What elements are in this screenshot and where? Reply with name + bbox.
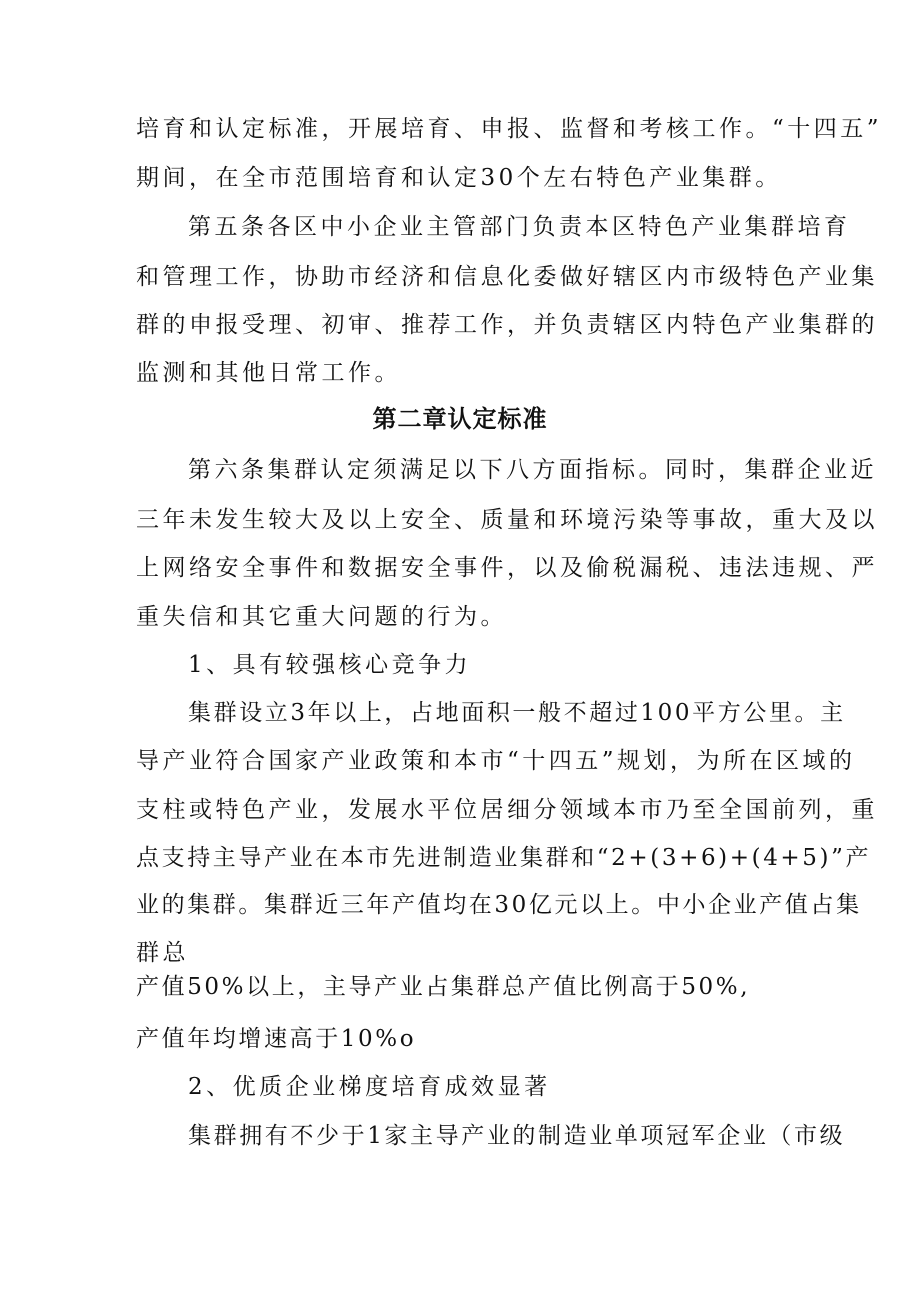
paragraph-line: 点支持主导产业在本市先进制造业集群和“2+(3+6)+(4+5)”产	[136, 845, 872, 871]
paragraph-line: 产值50%以上，主导产业占集群总产值比例高于50%,	[136, 974, 751, 1000]
paragraph-line: 培育和认定标准，开展培育、申报、监督和考核工作。“十四五”	[136, 116, 883, 142]
paragraph-line: 群总	[136, 940, 189, 966]
paragraph-line: 和管理工作，协助市经济和信息化委做好辖区内市级特色产业集	[136, 264, 878, 290]
section-title: 2、优质企业梯度培育成效显著	[188, 1074, 551, 1100]
paragraph-line: 导产业符合国家产业政策和本市“十四五”规划，为所在区域的	[136, 748, 856, 774]
paragraph-line: 上网络安全事件和数据安全事件，以及偷税漏税、违法违规、严	[136, 555, 878, 581]
paragraph-line: 重失信和其它重大问题的行为。	[136, 604, 507, 630]
paragraph-line: 三年未发生较大及以上安全、质量和环境污染等事故，重大及以	[136, 507, 878, 533]
paragraph-line: 支柱或特色产业，发展水平位居细分领域本市乃至全国前列，重	[136, 797, 878, 823]
paragraph-line: 业的集群。集群近三年产值均在30亿元以上。中小企业产值占集	[136, 892, 862, 918]
paragraph-line: 集群拥有不少于1家主导产业的制造业单项冠军企业（市级	[188, 1123, 846, 1149]
paragraph-line: 产值年均增速高于10%o	[136, 1026, 417, 1052]
paragraph-line: 监测和其他日常工作。	[136, 360, 401, 386]
paragraph-line: 第六条集群认定须满足以下八方面指标。同时，集群企业近	[188, 457, 877, 483]
paragraph-line: 第五条各区中小企业主管部门负责本区特色产业集群培育	[188, 214, 851, 240]
paragraph-line: 群的申报受理、初审、推荐工作，并负责辖区内特色产业集群的	[136, 312, 878, 338]
chapter-heading: 第二章认定标准	[372, 405, 548, 433]
paragraph-line: 期间，在全市范围培育和认定30个左右特色产业集群。	[136, 165, 782, 191]
paragraph-line: 集群设立3年以上，占地面积一般不超过100平方公里。主	[188, 700, 846, 726]
section-title: 1、具有较强核心竞争力	[188, 652, 472, 678]
